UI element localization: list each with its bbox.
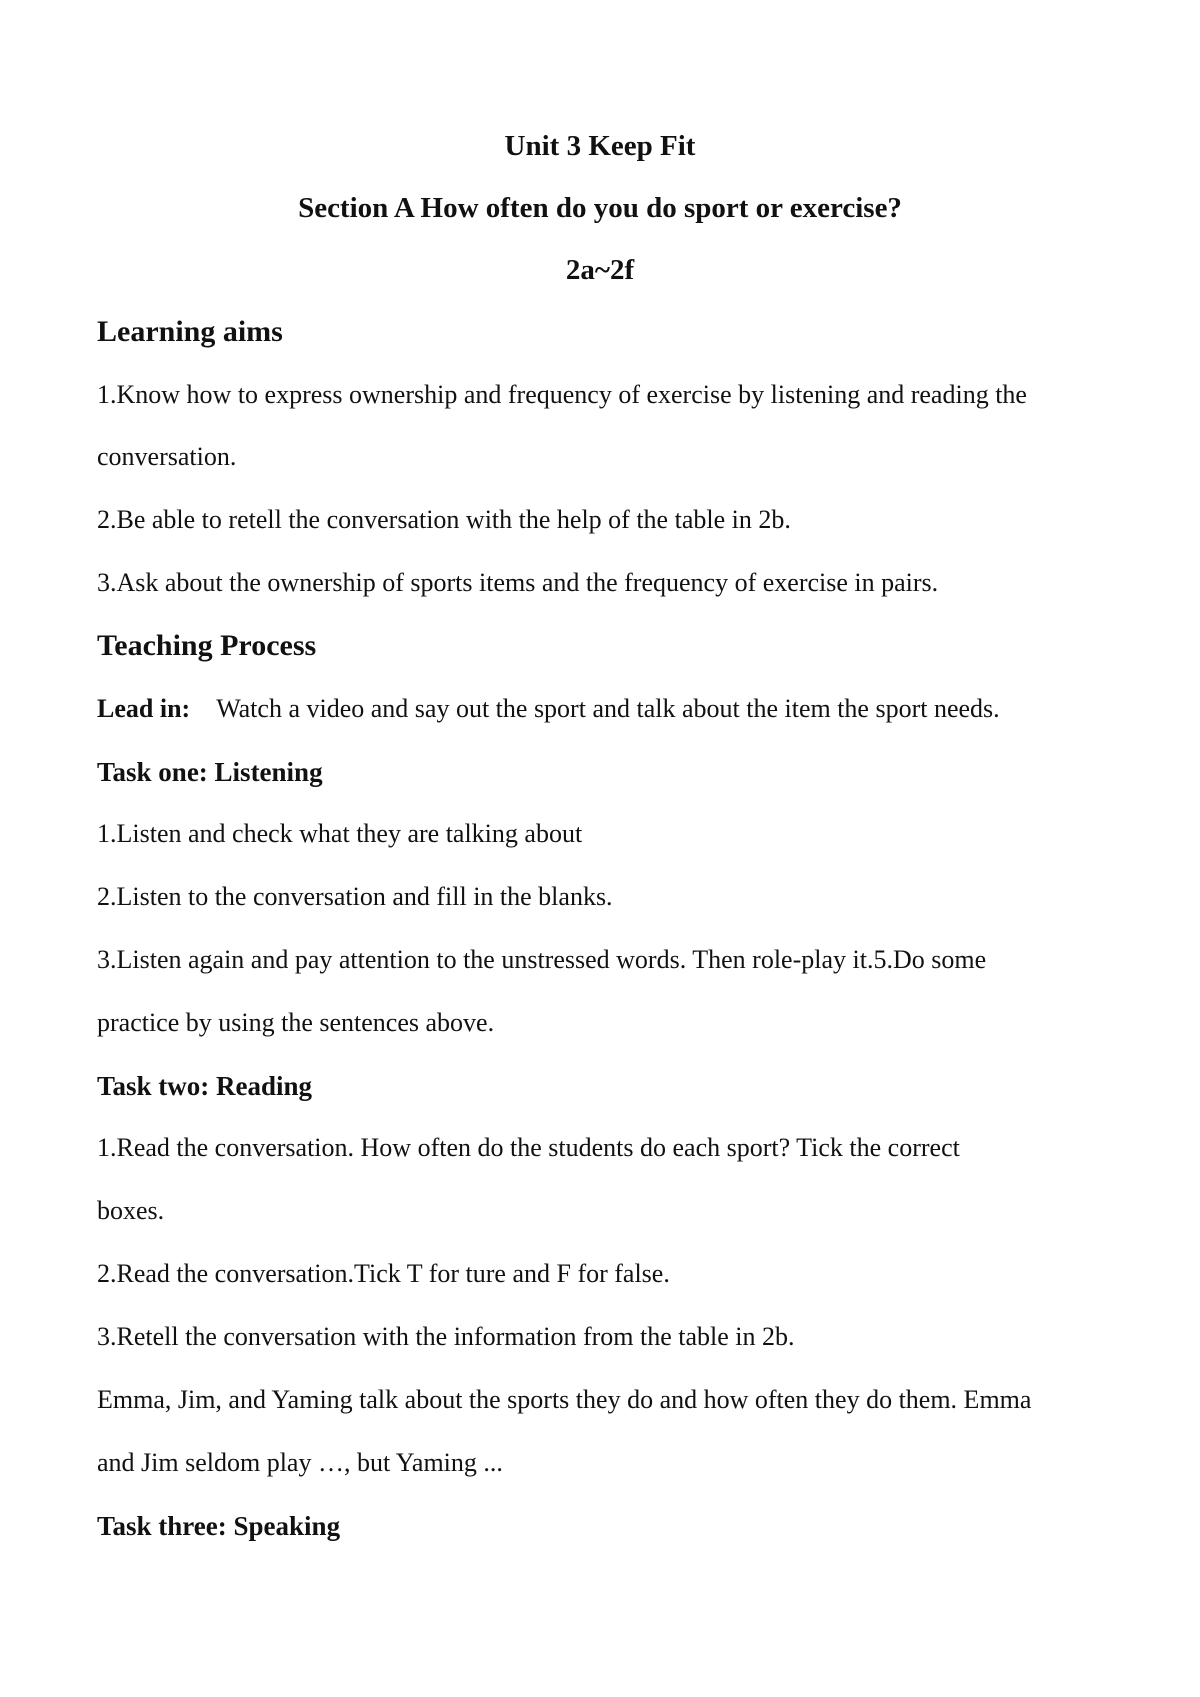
aim-2: 2.Be able to retell the conversation with the help of the table in 2b. [97, 505, 791, 534]
task-one-item-3-line-2: practice by using the sentences above. [97, 1008, 495, 1037]
task-one-item-3-line-1: 3.Listen again and pay attention to the unstressed words. Then role-play it.5.Do some [97, 945, 987, 974]
aim-1-line-1: 1.Know how to express ownership and frequency of exercise by listening and reading the [97, 380, 1027, 409]
aim-3: 3.Ask about the ownership of sports items and the frequency of exercise in pairs. [97, 568, 939, 597]
task-two-summary-line-1: Emma, Jim, and Yaming talk about the sports they do and how often they do them. Emma [97, 1385, 1032, 1414]
unit-title: Unit 3 Keep Fit [504, 130, 696, 162]
task-one-item-2: 2.Listen to the conversation and fill in the blanks. [97, 882, 613, 911]
task-two-item-1-line-2: boxes. [97, 1196, 165, 1225]
task-two-summary-line-2: and Jim seldom play …, but Yaming ... [97, 1448, 503, 1477]
task-one-heading: Task one: Listening [97, 757, 323, 787]
task-three-heading: Task three: Speaking [97, 1511, 341, 1541]
aim-1-line-2: conversation. [97, 442, 237, 471]
lead-in-row [97, 692, 1000, 726]
lead-in-text: Watch a video and say out the sport and talk about the item the sport needs. [216, 694, 1000, 723]
task-two-item-3: 3.Retell the conversation with the information from the table in 2b. [97, 1322, 795, 1351]
task-two-item-2: 2.Read the conversation.Tick T for ture and F for false. [97, 1259, 670, 1288]
range-label: 2a~2f [565, 254, 635, 286]
task-one-item-1: 1.Listen and check what they are talking about [97, 819, 583, 848]
task-two-heading: Task two: Reading [97, 1071, 313, 1101]
teaching-process-heading: Teaching Process [97, 629, 317, 662]
learning-aims-heading: Learning aims [97, 315, 283, 348]
task-two-item-1-line-1: 1.Read the conversation. How often do the students do each sport? Tick the correct [97, 1133, 960, 1162]
section-title: Section A How often do you do sport or exercise? [298, 192, 902, 224]
lead-in-label: Lead in: [97, 694, 191, 723]
